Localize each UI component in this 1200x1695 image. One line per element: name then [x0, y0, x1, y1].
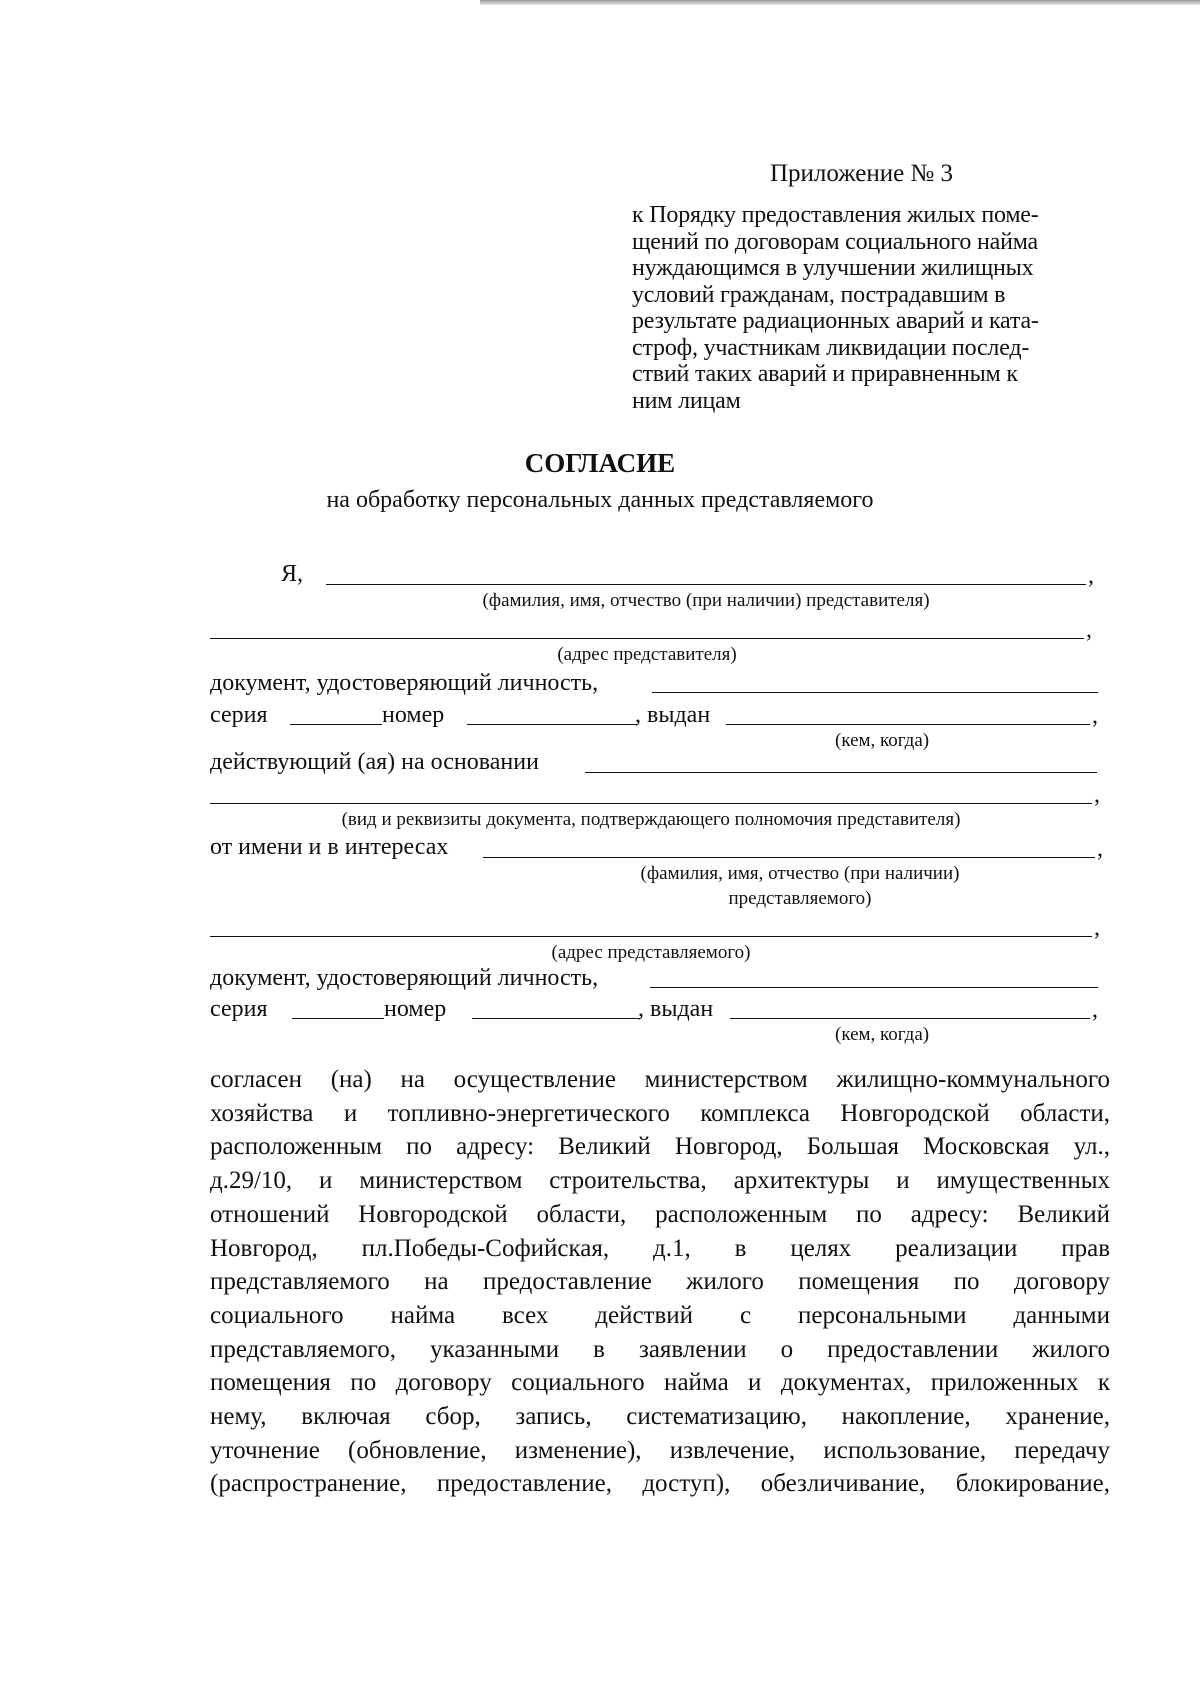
- paragraph-line: социального найма всех действий с персональными данными: [210, 1301, 1110, 1329]
- principal-issued-label: , выдан: [638, 996, 714, 1022]
- paragraph-line: (распространение, предоставление, доступ), обезличивание, блокирование,: [210, 1470, 1110, 1498]
- rep-number-label: номер: [382, 702, 445, 728]
- appendix-line: щений по договорам социального найма: [632, 228, 1039, 255]
- comma: ,: [1088, 563, 1094, 589]
- comma: ,: [1097, 836, 1103, 862]
- paragraph-line: нему, включая сбор, запись, систематизацию, накопление, хранение,: [210, 1403, 1110, 1431]
- appendix-text: [632, 202, 1102, 414]
- consent-paragraph: [210, 1063, 1110, 1501]
- rep-series-field[interactable]: [290, 724, 382, 725]
- rep-id-doc-label: документ, удостоверяющий личность,: [210, 670, 599, 696]
- ya-label: Я,: [281, 561, 304, 587]
- rep-issued-label: , выдан: [635, 702, 711, 728]
- comma: ,: [1094, 782, 1100, 808]
- principal-name-hint: (фамилия, имя, отчество (при наличии): [640, 863, 960, 884]
- comma: ,: [1092, 997, 1098, 1023]
- principal-number-label: номер: [384, 996, 447, 1022]
- paragraph-line: согласен (на) на осуществление министерством жилищно-коммунального: [210, 1066, 1110, 1093]
- principal-issued-field[interactable]: [730, 1018, 1090, 1019]
- on-behalf-label: от имени и в интересах: [210, 834, 449, 860]
- comma: ,: [1092, 703, 1098, 729]
- rep-issued-hint: (кем, когда): [835, 730, 930, 751]
- paragraph-line: представляемого, указанными в заявлении о предоставлении жилого: [210, 1335, 1110, 1363]
- basis-field[interactable]: [585, 772, 1097, 773]
- document-title: СОГЛАСИЕ: [524, 448, 676, 478]
- basis-field-continued[interactable]: [210, 803, 1092, 804]
- principal-number-field[interactable]: [472, 1018, 640, 1019]
- principal-name-field[interactable]: [483, 857, 1095, 858]
- rep-address-field[interactable]: [210, 638, 1084, 639]
- scan-edge: [480, 0, 1200, 5]
- paragraph-line: представляемого на предоставление жилого помещения по договору: [210, 1268, 1110, 1296]
- basis-label: действующий (ая) на основании: [210, 749, 539, 775]
- paragraph-line: д.29/10, и министерством строительства, архитектуры и имущественных: [210, 1167, 1110, 1195]
- rep-number-field[interactable]: [467, 724, 637, 725]
- comma: ,: [1094, 915, 1100, 941]
- rep-id-doc-field[interactable]: [652, 692, 1098, 693]
- paragraph-line: помещения по договору социального найма и документах, приложенных к: [210, 1369, 1110, 1397]
- principal-address-field[interactable]: [210, 936, 1092, 937]
- principal-name-hint-2: представляемого): [728, 888, 872, 909]
- appendix-line: строф, участникам ликвидации послед-: [632, 334, 1030, 361]
- appendix-line: условий гражданам, пострадавшим в: [632, 281, 1006, 308]
- principal-address-hint: (адрес представляемого): [551, 942, 751, 963]
- principal-series-label: серия: [210, 996, 268, 1022]
- rep-series-label: серия: [210, 702, 268, 728]
- paragraph-line: отношений Новгородской области, расположенным по адресу: Великий: [210, 1200, 1110, 1228]
- rep-name-field[interactable]: [326, 584, 1086, 585]
- basis-hint: (вид и реквизиты документа, подтверждающего полномочия представителя): [341, 809, 961, 830]
- principal-issued-hint: (кем, когда): [835, 1024, 930, 1045]
- document-subtitle: на обработку персональных данных представляемого: [326, 487, 874, 513]
- appendix-line: ствий таких аварий и приравненным к: [632, 361, 1018, 387]
- principal-series-field[interactable]: [292, 1018, 384, 1019]
- paragraph-line: Новгород, пл.Победы-Софийская, д.1, в целях реализации прав: [210, 1234, 1110, 1262]
- appendix-line: к Порядку предоставления жилых поме-: [632, 202, 1039, 228]
- paragraph-line: хозяйства и топливно-энергетического комплекса Новгородской области,: [210, 1099, 1110, 1127]
- paragraph-line: уточнение (обновление, изменение), извлечение, использование, передачу: [210, 1436, 1110, 1464]
- appendix-line: нуждающимся в улучшении жилищных: [632, 255, 1034, 281]
- appendix-line: ним лицам: [632, 387, 741, 414]
- rep-address-hint: (адрес представителя): [557, 644, 737, 665]
- principal-id-doc-field[interactable]: [650, 987, 1098, 988]
- comma: ,: [1086, 617, 1092, 643]
- appendix-line: результате радиационных аварий и ката-: [632, 308, 1039, 334]
- rep-name-hint: (фамилия, имя, отчество (при наличии) представителя): [482, 590, 930, 611]
- paragraph-line: расположенным по адресу: Великий Новгород, Большая Московская ул.,: [210, 1133, 1110, 1161]
- principal-id-doc-label: документ, удостоверяющий личность,: [210, 965, 599, 991]
- appendix-title: Приложение № 3: [770, 160, 954, 187]
- rep-issued-field[interactable]: [726, 724, 1090, 725]
